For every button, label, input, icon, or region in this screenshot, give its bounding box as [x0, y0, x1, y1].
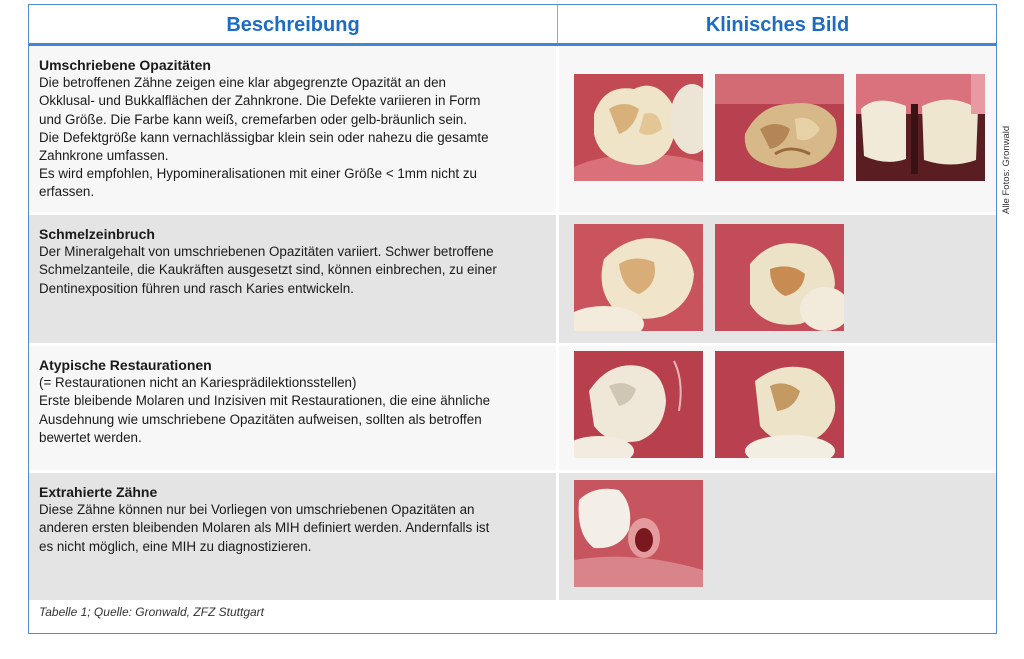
- row-description: [39, 225, 544, 298]
- photo-incisors: [856, 74, 985, 181]
- text-line: erfassen.: [39, 184, 95, 200]
- row-description: [39, 356, 544, 447]
- table-header: [29, 5, 996, 46]
- photo-enamel-breakdown-2: [715, 224, 844, 331]
- text-line: Dentinexposition führen und rasch Karies entwickeln.: [39, 280, 354, 296]
- text-line: Ausdehnung wie umschriebene Opazitäten aufweisen, sollten als betroffen: [39, 411, 482, 427]
- text-line: und Größe. Die Farbe kann weiß, cremefarben oder gelb-bräunlich sein.: [39, 111, 467, 127]
- text-line: Erste bleibende Molaren und Inzisiven mit Restaurationen, die eine ähnliche: [39, 393, 491, 409]
- photo-atypical-restoration-1: [574, 351, 703, 458]
- row-title: Umschriebene Opazitäten: [39, 57, 211, 73]
- row-description: [39, 483, 544, 556]
- table-caption: Tabelle 1; Quelle: Gronwald, ZFZ Stuttgart: [39, 605, 264, 619]
- text-line: (= Restaurationen nicht an Kariesprädilektionsstellen): [39, 375, 357, 391]
- photo-credit: Alle Fotos: Gronwald: [1001, 125, 1012, 214]
- row-title: Extrahierte Zähne: [39, 484, 158, 500]
- photo-molar-brown-opacity: [715, 74, 844, 181]
- row-description: [39, 56, 544, 202]
- text-line: Der Mineralgehalt von umschriebenen Opazitäten variiert. Schwer betroffene: [39, 244, 494, 260]
- photo-molar-opacity: [574, 74, 703, 181]
- text-line: Zahnkrone umfassen.: [39, 148, 169, 164]
- text-line: es nicht möglich, eine MIH zu diagnostizieren.: [39, 538, 312, 554]
- photo-enamel-breakdown-1: [574, 224, 703, 331]
- table-row: [29, 346, 996, 470]
- column-separator: [556, 46, 559, 600]
- column-header-clinical-image: Klinisches Bild: [557, 5, 997, 43]
- text-line: Okklusal- und Bukkalflächen der Zahnkrone. Die Defekte variieren in Form: [39, 93, 481, 109]
- mih-criteria-table: [28, 4, 997, 634]
- text-line: anderen ersten bleibenden Molaren als MIH definiert werden. Andernfalls ist: [39, 520, 490, 536]
- column-header-description: Beschreibung: [226, 14, 360, 36]
- text-line: Schmelzanteile, die Kaukräften ausgesetzt sind, können einbrechen, zu einer: [39, 262, 497, 278]
- photo-extracted-tooth: [574, 480, 703, 587]
- row-title: Schmelzeinbruch: [39, 226, 155, 242]
- row-title: Atypische Restaurationen: [39, 357, 212, 373]
- table-row: [29, 473, 996, 600]
- text-line: Es wird empfohlen, Hypomineralisationen mit einer Größe < 1mm nicht zu: [39, 166, 477, 182]
- table-row: [29, 215, 996, 343]
- text-line: Diese Zähne können nur bei Vorliegen von umschriebenen Opazitäten an: [39, 502, 475, 518]
- photo-atypical-restoration-2: [715, 351, 844, 458]
- text-line: Die Defektgröße kann vernachlässigbar klein sein oder nahezu die gesamte: [39, 129, 489, 145]
- text-line: bewertet werden.: [39, 429, 142, 445]
- table-row: [29, 46, 996, 212]
- text-line: Die betroffenen Zähne zeigen eine klar abgegrenzte Opazität an den: [39, 75, 446, 91]
